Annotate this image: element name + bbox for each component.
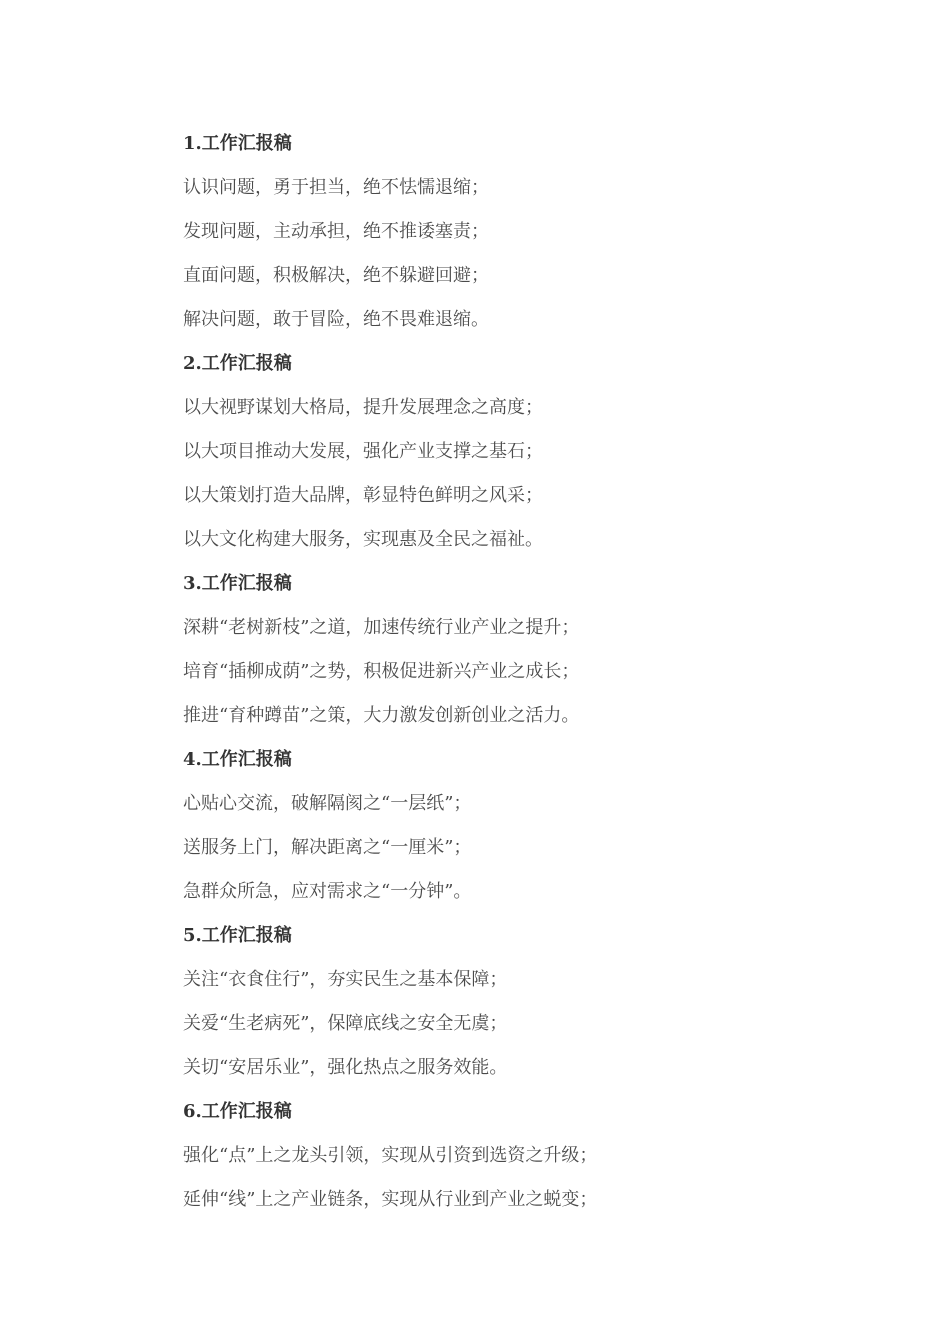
- text-line: 关爱“生老病死”，保障底线之安全无虞；: [183, 1013, 508, 1034]
- section-heading: 6.工作汇报稿: [183, 1101, 292, 1122]
- text-line: 关切“安居乐业”，强化热点之服务效能。: [183, 1057, 508, 1078]
- text-line: 以大文化构建大服务，实现惠及全民之福祉。: [183, 529, 543, 550]
- text-line: 推进“育种蹲苗”之策，大力激发创新创业之活力。: [183, 705, 580, 726]
- section-heading: 4.工作汇报稿: [183, 749, 292, 770]
- section-3: [183, 562, 823, 738]
- section-heading: 5.工作汇报稿: [183, 925, 292, 946]
- text-line: 发现问题，主动承担，绝不推诿塞责；: [183, 221, 489, 242]
- text-line: 延伸“线”上之产业链条，实现从行业到产业之蜕变；: [183, 1189, 598, 1210]
- text-line: 急群众所急，应对需求之“一分钟”。: [183, 881, 472, 902]
- text-line: 关注“衣食住行”，夯实民生之基本保障；: [183, 969, 508, 990]
- text-line: 以大视野谋划大格局，提升发展理念之高度；: [183, 397, 543, 418]
- text-line: 以大项目推动大发展，强化产业支撑之基石；: [183, 441, 543, 462]
- text-line: 心贴心交流，破解隔阂之“一层纸”；: [183, 793, 472, 814]
- text-line: 认识问题，勇于担当，绝不怯懦退缩；: [183, 177, 489, 198]
- text-line: 解决问题，敢于冒险，绝不畏难退缩。: [183, 309, 489, 330]
- section-4: [183, 738, 823, 914]
- text-line: 送服务上门，解决距离之“一厘米”；: [183, 837, 472, 858]
- text-line: 直面问题，积极解决，绝不躲避回避；: [183, 265, 489, 286]
- section-2: [183, 342, 823, 562]
- text-line: 强化“点”上之龙头引领，实现从引资到选资之升级；: [183, 1145, 598, 1166]
- document-page: [183, 122, 823, 1222]
- section-6: [183, 1090, 823, 1222]
- section-1: [183, 122, 823, 342]
- section-heading: 3.工作汇报稿: [183, 573, 292, 594]
- text-line: 以大策划打造大品牌，彰显特色鲜明之风采；: [183, 485, 543, 506]
- section-heading: 1.工作汇报稿: [183, 133, 292, 154]
- section-5: [183, 914, 823, 1090]
- text-line: 深耕“老树新枝”之道，加速传统行业产业之提升；: [183, 617, 580, 638]
- text-line: 培育“插柳成荫”之势，积极促进新兴产业之成长；: [183, 661, 580, 682]
- section-heading: 2.工作汇报稿: [183, 353, 292, 374]
